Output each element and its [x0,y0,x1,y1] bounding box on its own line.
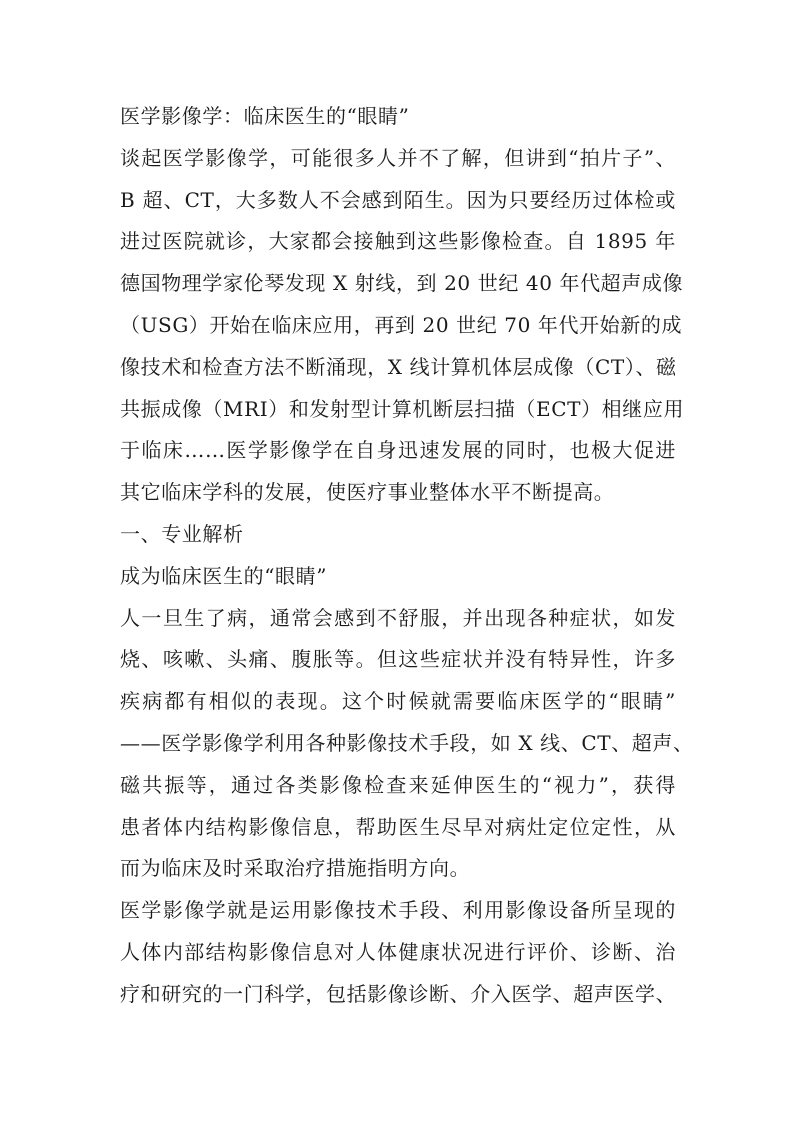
paragraph-line: 人一旦生了病，通常会感到不舒服，并出现各种症状，如发 [120,605,676,630]
paragraph-line: 而为临床及时采取治疗措施指明方向。 [120,856,471,881]
definition-paragraph [120,890,676,1015]
paragraph-line: 磁共振等，通过各类影像检查来延伸医生的“视力”，获得 [120,772,676,797]
paragraph-line: 进过医院就诊，大家都会接触到这些影像检查。自 1895 年 [120,229,676,254]
paragraph-line: （USG）开始在临床应用，再到 20 世纪 70 年代开始新的成 [120,312,683,337]
paragraph-line: ——医学影像学利用各种影像技术手段，如 X 线、CT、超声、 [120,730,694,755]
paragraph-line: 疾病都有相似的表现。这个时候就需要临床医学的“眼睛” [120,689,676,714]
paragraph-line: 像技术和检查方法不断涌现，X 线计算机体层成像（CT）、磁 [120,354,677,379]
paragraph-line: B 超、CT，大多数人不会感到陌生。因为只要经历过体检或 [120,187,676,212]
document-body [120,96,694,1016]
paragraph-line: 谈起医学影像学，可能很多人并不了解，但讲到“拍片子”、 [120,145,676,170]
paragraph-line: 共振成像（MRI）和发射型计算机断层扫描（ECT）相继应用 [120,396,685,421]
paragraph-line: 其它临床学科的发展，使医疗事业整体水平不断提高。 [120,480,615,505]
document-title: 医学影像学：临床医生的“眼睛” [120,104,410,128]
symptoms-paragraph [120,598,694,891]
intro-paragraph [120,138,685,514]
paragraph-line: 德国物理学家伦琴发现 X 射线，到 20 世纪 40 年代超声成像 [120,271,684,296]
paragraph-line: 患者体内结构影像信息，帮助医生尽早对病灶定位定性，从 [120,814,676,839]
paragraph-line: 医学影像学就是运用影像技术手段、利用影像设备所呈现的 [120,898,676,923]
subheading: 成为临床医生的“眼睛” [120,563,328,588]
paragraph-line: 人体内部结构影像信息对人体健康状况进行评价、诊断、治 [120,939,676,964]
paragraph-line: 于临床……医学影像学在自身迅速发展的同时，也极大促进 [120,438,676,463]
paragraph-line: 烧、咳嗽、头痛、腹胀等。但这些症状并没有特异性，许多 [120,647,676,672]
paragraph-line: 疗和研究的一门科学，包括影像诊断、介入医学、超声医学、 [120,981,677,1006]
section-heading: 一、专业解析 [120,521,244,546]
